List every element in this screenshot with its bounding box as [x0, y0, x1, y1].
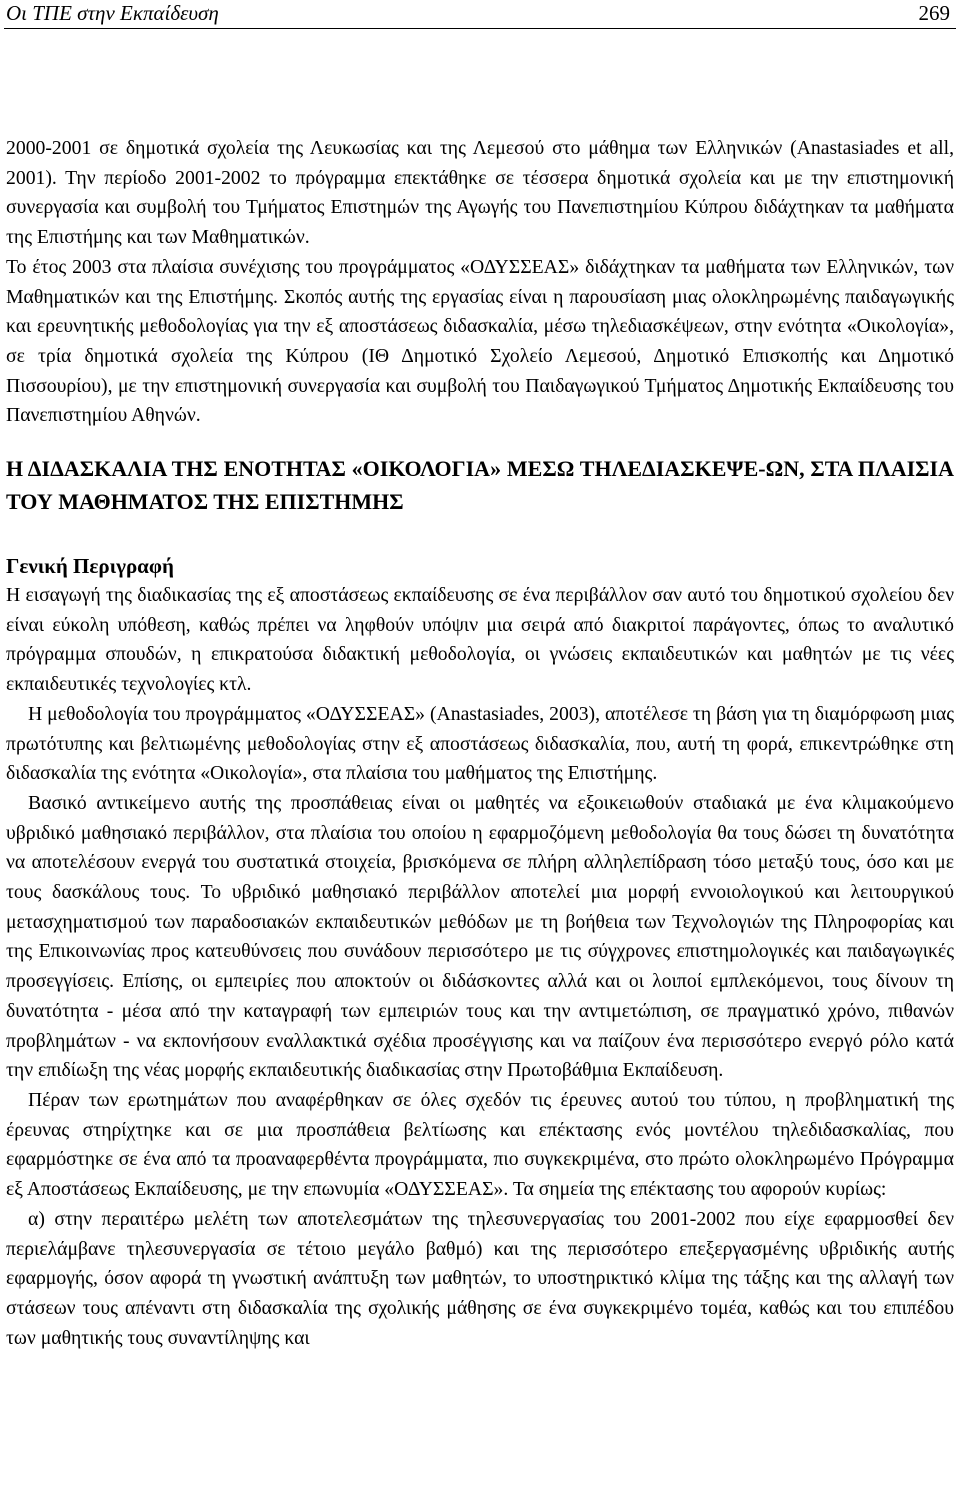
header-divider: [4, 28, 956, 29]
page-number: 269: [918, 1, 950, 25]
journal-title: Οι ΤΠΕ στην Εκπαίδευση: [6, 1, 219, 25]
paragraph-5: Βασικό αντικείμενο αυτής της προσπάθειας είναι οι μαθητές να εξοικειωθούν σταδιακά με ένα κλιμακούμενο υβριδικό μαθησιακό περιβάλλον, στα πλαίσια του οποίου η εφαρμοζόμενη μεθοδολογία θα τους δώσει τη δυνατότητα να αποτελέσουν ενεργά του συστατικά στοιχεία, βρισκόμενα σε πλήρη αλληλεπίδραση τόσο μεταξύ τους, όσο και με τους δασκάλους τους. Το υβριδικό μαθησιακό περιβάλλον αποτελεί μια μορφή εννοιολογικού και λειτουργικού μετασχηματισμού των παραδοσιακών εκπαιδευτικών μεθόδων με τη βοήθεια των Τεχνολογιών της Πληροφορίας και της Επικοινωνίας προς κατευθύνσεις που συνάδουν περισσότερο με τις σύγχρονες επιστημολογικές και παιδαγωγικές προσεγγίσεις. Επίσης, οι εμπειρίες που αποκτούν οι διδάσκοντες αλλά και οι λοιποί εμπλεκόμενοι, τους δίνουν τη δυνατότητα - μέσα από την καταγραφή των εμπειριών τους και την αντιμετώπιση, σε πραγματικό χρόνο, πιθανών προβλημάτων - να εκπονήσουν εναλλακτικά σχέδια προσέγγισης και να παίζουν ένα περισσότερο ενεργό ρόλο κατά την επιδίωξη της νέας μορφής εκπαιδευτικής διαδικασίας στην Πρωτοβάθμια Εκπαίδευση.: [6, 791, 954, 1082]
running-header: [6, 0, 950, 26]
paragraph-7: α) στην περαιτέρω μελέτη των αποτελεσμάτων της τηλεσυνεργασίας του 2001-2002 που είχε εφαρμοσθεί δεν περιελάμβανε τηλεσυνεργασία σε τέτοιο μεγάλο βαθμό) και της περισσότερο επεξεργασμένης υβριδικής αυτής εφαρμογής, όσον αφορά τη γνωστική ανάπτυξη των μαθητών, το υποστηρικτικό κλίμα της τάξης και της αλλαγή των στάσεων τους απέναντι στη διδασκαλία της σχολικής μάθησης σε ένα συγκεκριμένο τομέα, καθώς και του επιπέδου των μαθητικής τους συναντίληψης και: [6, 1207, 954, 1349]
paragraph-6: Πέραν των ερωτημάτων που αναφέρθηκαν σε όλες σχεδόν τις έρευνες αυτού του τύπου, η προβληματική της έρευνας στηρίχτηκε και σε μια προσπάθεια βελτίωσης και επέκτασης ενός μοντέλου τηλεδιδασκαλίας, που εφαρμόστηκε σε ένα από τα προαναφερθέντα προγράμματα, πιο συγκεκριμένα, στο πρώτο ολοκληρωμένο Πρόγραμμα εξ Αποστάσεως Εκπαίδευσης, με την επωνυμία «ΟΔΥΣΣΕΑΣ». Τα σημεία της επέκτασης του αφορούν κυρίως:: [6, 1088, 954, 1201]
paragraph-2: Το έτος 2003 στα πλαίσια συνέχισης του προγράμματος «ΟΔΥΣΣΕΑΣ» διδάχτηκαν τα μαθήματα των Ελληνικών, των Μαθηματικών και της Επιστήμης. Σκοπός αυτής της εργασίας είναι η παρουσίαση μιας ολοκληρωμένης παιδαγωγικής και ερευνητικής μεθοδολογίας για την εξ αποστάσεως διδασκαλία, μέσω τηλεδιασκέψεων, στην ενότητα «Οικολογία», σε τρία δημοτικά σχολεία της Κύπρου (ΙΘ Δημοτικό Σχολείο Λεμεσού, Δημοτικό Επισκοπής και Δημοτικό Πισσουρίου), με την επιστημονική συνεργασία και συμβολή του Παιδαγωγικού Τμήματος Δημοτικής Εκπαίδευσης του Πανεπιστημίου Αθηνών.: [6, 255, 954, 427]
paragraph-4: Η μεθοδολογία του προγράμματος «ΟΔΥΣΣΕΑΣ» (Anastasiades, 2003), αποτέλεσε τη βάση για τη διαμόρφωση μιας πρωτότυπης και βελτιωμένης μεθοδολογίας στην εξ αποστάσεως διδασκαλία, που, αυτή τη φορά, επικεντρώθηκε στη διδασκαλία της ενότητα «Οικολογία», στα πλαίσια του μαθήματος της Επιστήμης.: [6, 702, 954, 785]
document-body: [6, 134, 954, 1353]
subsection-heading: Γενική Περιγραφή: [6, 554, 174, 579]
paragraph-1: 2000-2001 σε δημοτικά σχολεία της Λευκωσίας και της Λεμεσού στο μάθημα των Ελληνικών (Anastasiades et all, 2001). Την περίοδο 2001-2002 το πρόγραμμα επεκτάθηκε σε τέσσερα δημοτικά σχολεία και με την επιστημονική συνεργασία και συμβολή του Τμήματος Επιστημών της Αγωγής του Πανεπιστημίου Κύπρου διδάχτηκαν τα μαθήματα της Επιστήμης και των Μαθηματικών.: [6, 137, 954, 249]
paragraph-3: Η εισαγωγή της διαδικασίας της εξ αποστάσεως εκπαίδευσης σε ένα περιβάλλον σαν αυτό του δημοτικού σχολείου δεν είναι εύκολη υπόθεση, καθώς πρέπει να ληφθούν υπόψιν μια σειρά από διακριτοί παράγοντες, όπως το αναλυτικό πρόγραμμα σπουδών, η επικρατούσα διδακτική μεθοδολογία, οι γνώσεις εκπαιδευτικών και μαθητών με τις νέες εκπαιδευτικές τεχνολογίες κτλ.: [6, 584, 954, 696]
section-heading: Η ΔΙΔΑΣΚΑΛΙΑ ΤΗΣ ΕΝΟΤΗΤΑΣ «ΟΙΚΟΛΟΓΙΑ» ΜΕΣΩ ΤΗΛΕΔΙΑΣΚΕΨΕ-ΩΝ, ΣΤΑ ΠΛΑΙΣΙΑ ΤΟΥ ΜΑΘΗΜΑΤΟΣ ΤΗΣ ΕΠΙΣΤΗΜΗΣ: [6, 456, 954, 515]
